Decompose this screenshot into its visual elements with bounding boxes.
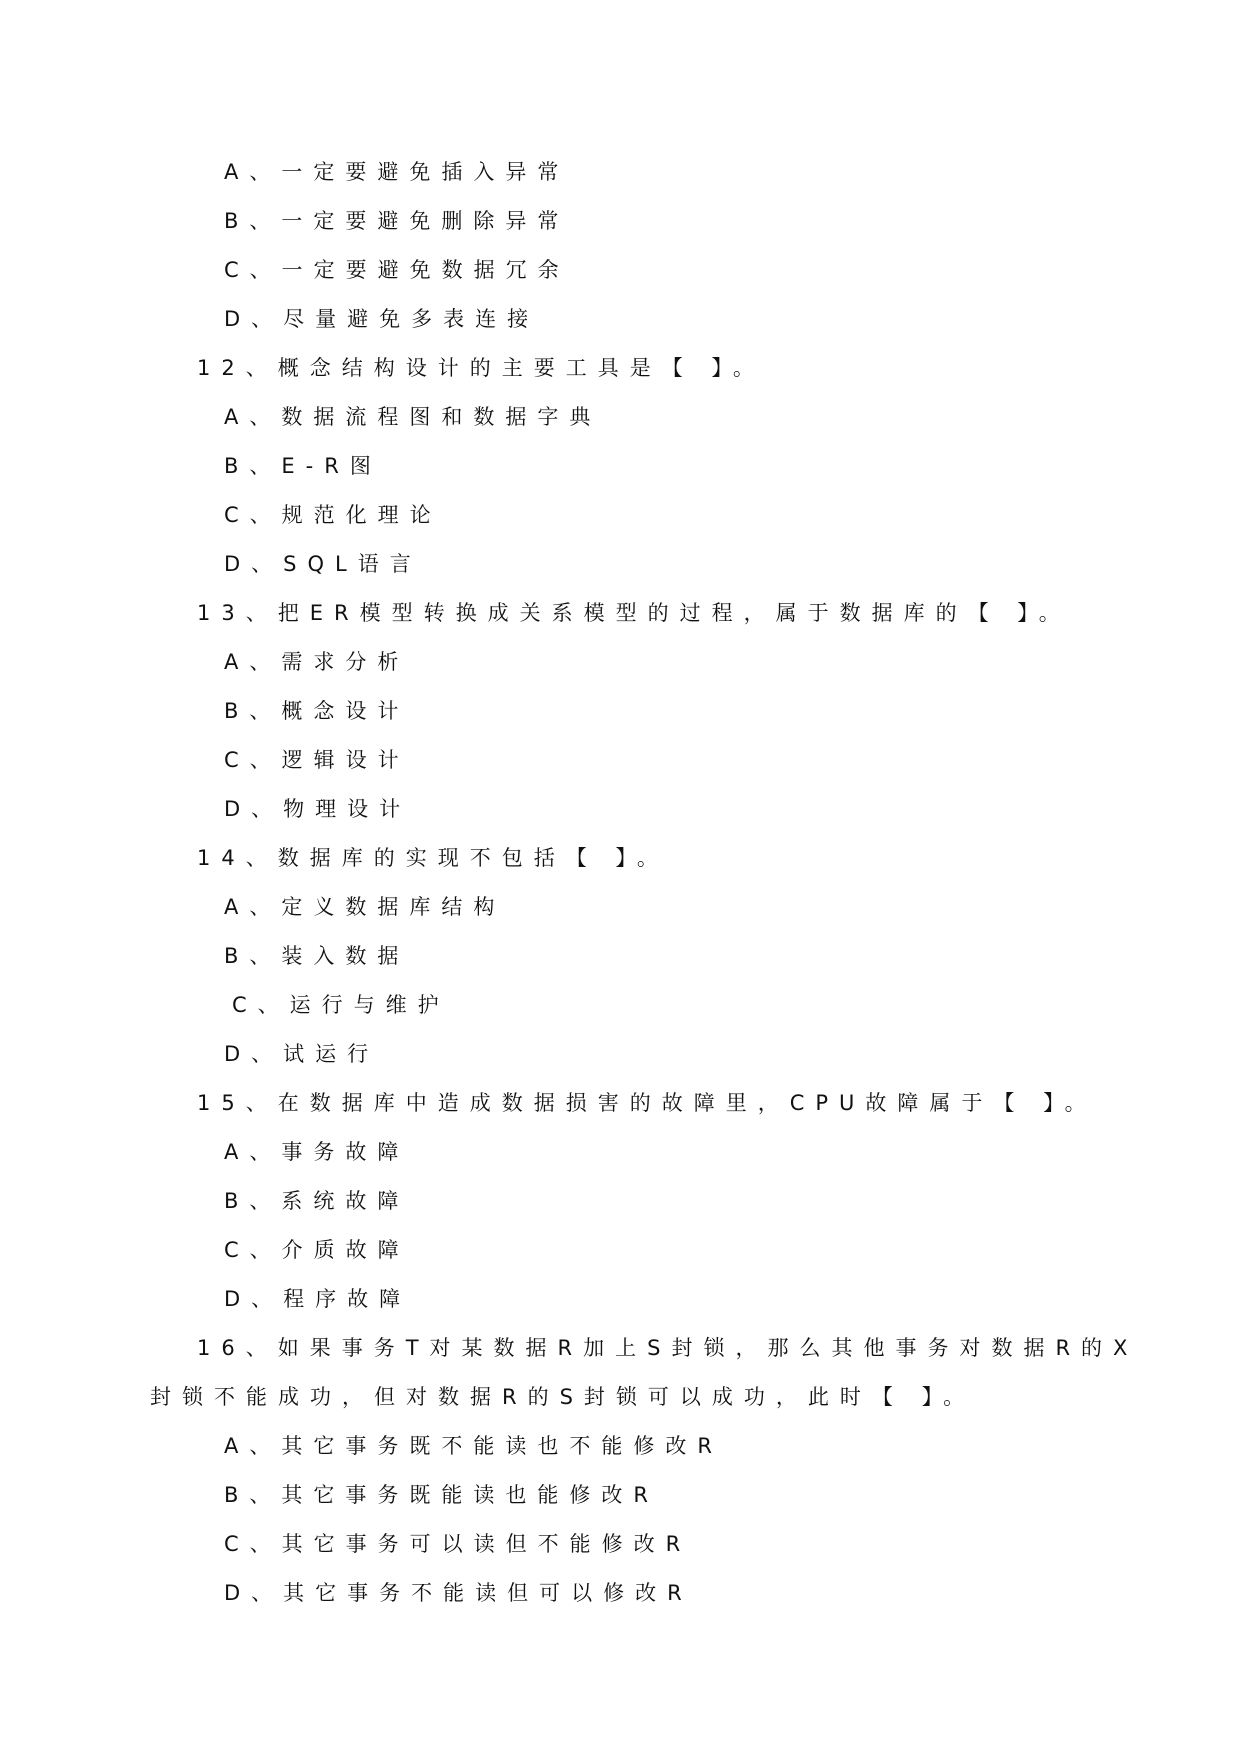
option-line: A、一定要避免插入异常 (224, 160, 570, 184)
option-line: D、尽量避免多表连接 (224, 307, 540, 331)
option-line: D、SQL语言 (224, 552, 422, 576)
option-line: A、需求分析 (224, 650, 410, 674)
option-line: D、物理设计 (224, 797, 412, 821)
question-line: 12、概念结构设计的主要工具是【 】。 (197, 356, 765, 380)
question-line: 14、数据库的实现不包括【 】。 (197, 846, 669, 870)
option-line: B、装入数据 (224, 944, 410, 968)
option-line: B、一定要避免删除异常 (224, 209, 570, 233)
option-line: B、E-R图 (224, 454, 382, 478)
question-continuation-line: 封锁不能成功，但对数据R的S封锁可以成功，此时【 】。 (150, 1385, 976, 1409)
option-line: C、逻辑设计 (224, 748, 410, 772)
question-line: 13、把ER模型转换成关系模型的过程，属于数据库的【 】。 (197, 601, 1071, 625)
option-line: C、规范化理论 (224, 503, 442, 527)
option-line: B、概念设计 (224, 699, 410, 723)
option-line: D、程序故障 (224, 1287, 412, 1311)
option-line: B、其它事务既能读也能修改R (224, 1483, 659, 1507)
option-line: C、运行与维护 (232, 993, 450, 1017)
option-line: C、其它事务可以读但不能修改R (224, 1532, 692, 1556)
question-line: 16、如果事务T对某数据R加上S封锁，那么其他事务对数据R的X (197, 1336, 1139, 1360)
option-line: B、系统故障 (224, 1189, 410, 1213)
option-line: C、一定要避免数据冗余 (224, 258, 570, 282)
option-line: D、试运行 (224, 1042, 380, 1066)
option-line: A、事务故障 (224, 1140, 410, 1164)
option-line: A、定义数据库结构 (224, 895, 506, 919)
option-line: A、其它事务既不能读也不能修改R (224, 1434, 723, 1458)
option-line: A、数据流程图和数据字典 (224, 405, 602, 429)
option-line: D、其它事务不能读但可以修改R (224, 1581, 693, 1605)
option-line: C、介质故障 (224, 1238, 410, 1262)
question-line: 15、在数据库中造成数据损害的故障里，CPU故障属于【 】。 (197, 1091, 1097, 1115)
